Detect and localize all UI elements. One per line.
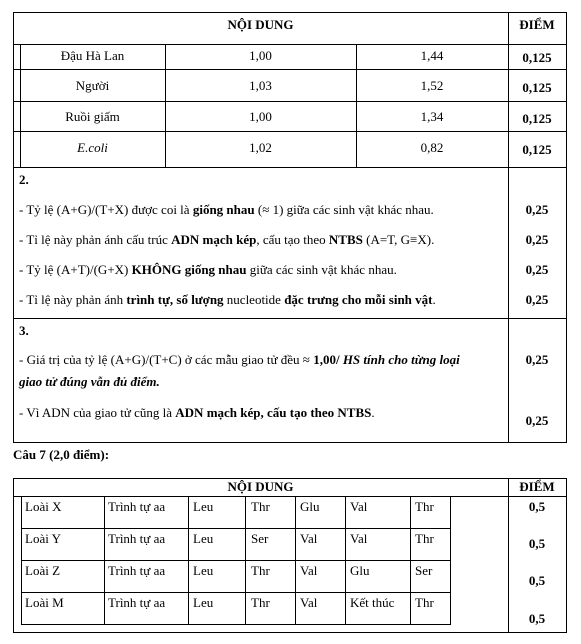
section-3-label: 3. (19, 323, 29, 338)
question-7-heading: Câu 7 (2,0 điểm): (13, 447, 110, 462)
section-2-item-4: - Tỉ lệ này phản ánh trình tự, số lượng nucleotide đặc trưng cho mỗi sinh vật. (19, 292, 436, 307)
section-2-item-2: - Tỉ lệ này phản ánh cấu trúc ADN mạch kép, cấu tạo theo NTBS (A=T, G≡X). (19, 232, 435, 247)
section-2-item-1: - Tỷ lệ (A+G)/(T+X) được coi là giống nhau (≈ 1) giữa các sinh vật khác nhau. (19, 202, 434, 217)
table1-header-content: NỘI DUNG (227, 17, 294, 32)
section-2-label: 2. (19, 172, 29, 187)
section-3-item-2: - Vì ADN của giao tử cũng là ADN mạch kép, cấu tạo theo NTBS. (19, 405, 375, 420)
section-3-item-1: - Giá trị của tỷ lệ (A+G)/(T+C) ở các mẫu giao tử đều ≈ 1,00/ HS tính cho từng loại (19, 352, 460, 367)
section-3-item-1-line-2: giao tử đúng vẫn đủ điểm. (19, 374, 160, 389)
table2-header-content: NỘI DUNG (227, 479, 294, 494)
table1-header-score: ĐIỂM (519, 17, 555, 32)
section-2-item-3: - Tỷ lệ (A+T)/(G+X) KHÔNG giống nhau giữa các sinh vật khác nhau. (19, 262, 397, 277)
table2-header-score: ĐIỂM (519, 479, 555, 494)
